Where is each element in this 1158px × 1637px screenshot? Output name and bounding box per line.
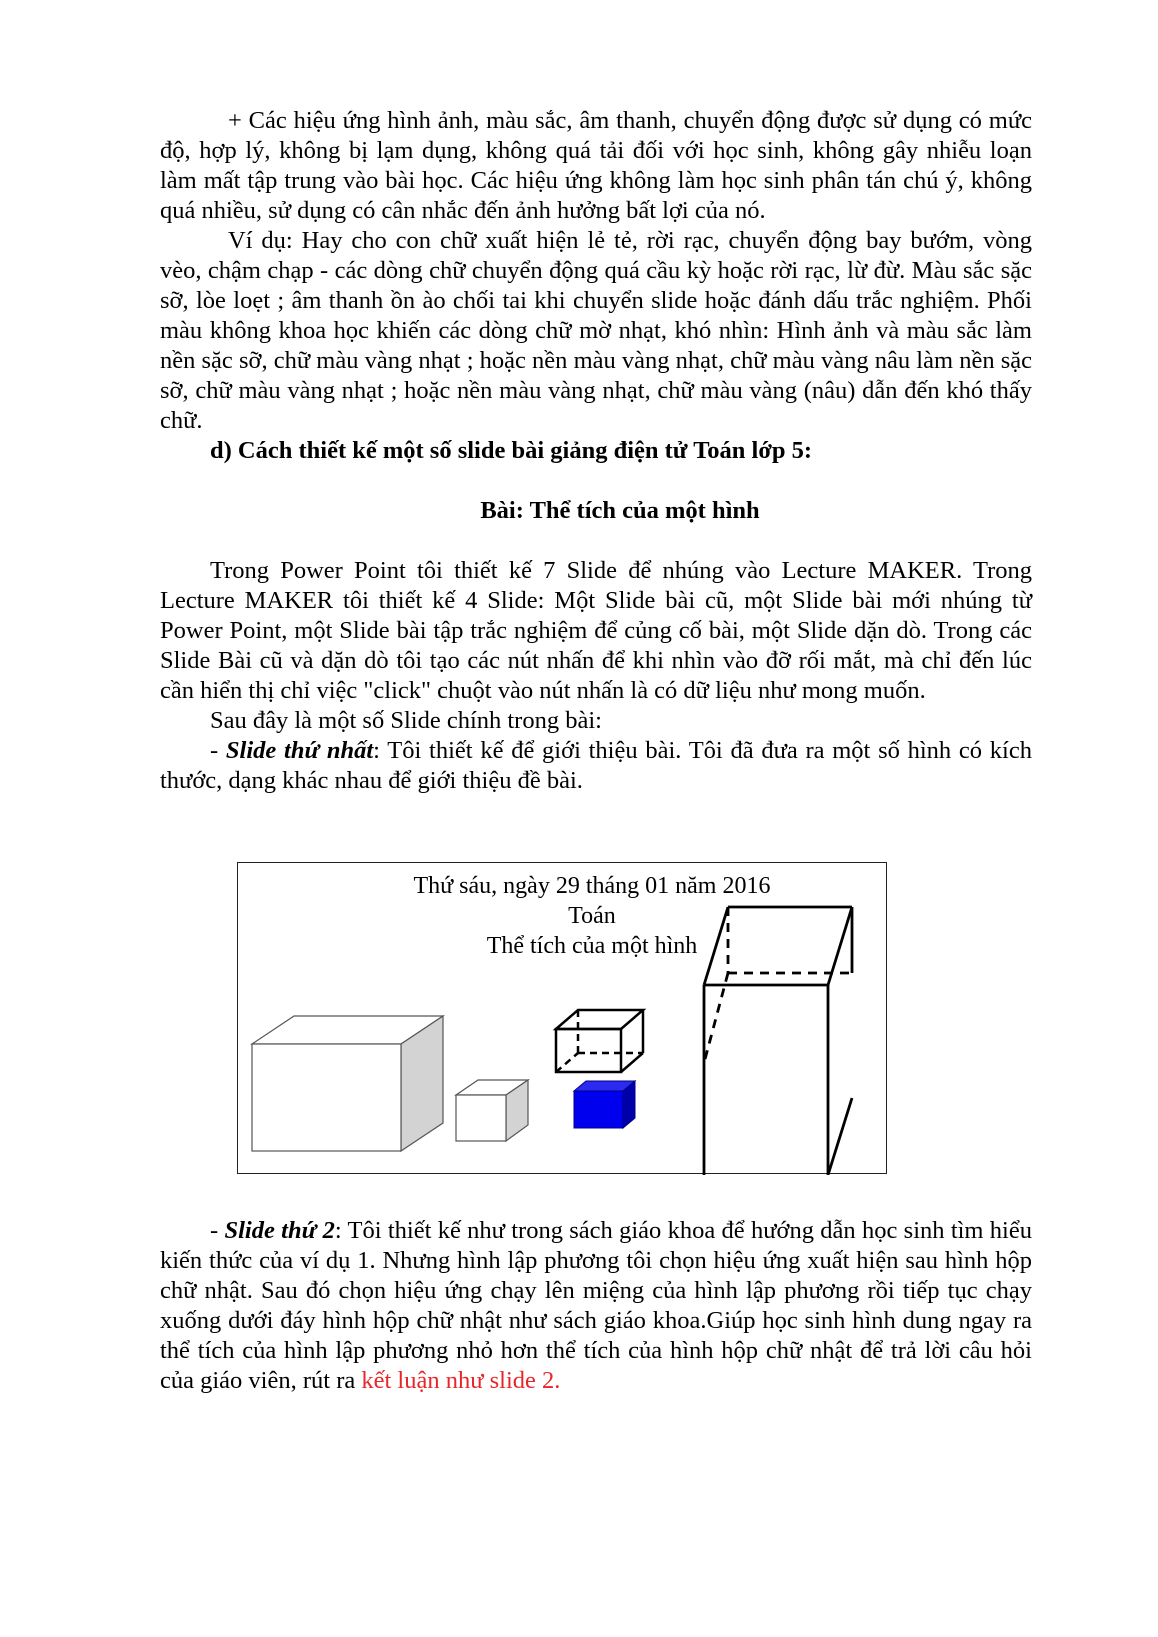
slide-date-line: Thứ sáu, ngày 29 tháng 01 năm 2016 <box>413 873 771 899</box>
lesson-title-text: Bài: Thể tích của một hình <box>480 497 760 524</box>
paragraph-slide-1 <box>160 736 1032 796</box>
slide-2-label: Slide thứ 2 <box>224 1217 335 1244</box>
paragraph-example: Ví dụ: Hay cho con chữ xuất hiện lẻ tẻ, rời rạc, chuyển động bay bướm, vòng vèo, chậm chạp - các dòng chữ chuyển động quá cầu kỳ hoặc rời rạc, lừ đừ. Màu sắc sặc sỡ, lòe loẹt ; âm thanh ồn ào chối tai khi chuyển slide hoặc đánh dấu trắc nghiệm. Phối màu không khoa học khiến các dòng chữ mờ nhạt, khó nhìn: Hình ảnh và màu sắc làm nền sặc sỡ, chữ màu vàng nhạt ; hoặc nền màu vàng nhạt, chữ màu vàng nâu làm nền sặc sỡ, chữ màu vàng nhạt ; hoặc nền màu vàng nhạt, chữ màu vàng (nâu) dẫn đến khó thấy chữ. <box>160 227 1032 434</box>
slide-title: Thể tích của một hình <box>486 933 698 959</box>
document-body <box>160 106 1032 796</box>
dash-prefix: - <box>210 737 226 764</box>
edge <box>704 907 728 985</box>
paragraph-effects-guideline: + Các hiệu ứng hình ảnh, màu sắc, âm thanh, chuyển động được sử dụng có mức độ, hợp lý, không bị lạm dụng, không quá tải đối với học sinh, không gây nhiễu loạn làm mất tập trung vào bài học. Các hiệu ứng không làm học sinh phân tán chú ý, không quá nhiều, sử dụng có cân nhắc đến ảnh hưởng bất lợi của nó. <box>160 107 1032 224</box>
section-heading: d) Cách thiết kế một số slide bài giảng điện tử Toán lớp 5: <box>210 437 813 464</box>
large-box-shape <box>252 1016 443 1151</box>
shapes-canvas <box>238 863 888 1175</box>
lesson-title <box>160 496 1032 526</box>
slide-1-figure <box>237 862 887 1174</box>
hidden-edge <box>704 973 728 1063</box>
slide-1-description: : Tôi thiết kế để giới thiệu bài. Tôi đã đưa ra một số hình có kích thước, dạng khác nhau để giới thiệu đề bài. <box>160 737 1032 794</box>
slide-subject: Toán <box>568 903 616 929</box>
slide-1-label: Slide thứ nhất <box>225 737 374 764</box>
edge <box>828 1098 852 1175</box>
paragraph-slide-2 <box>160 1216 1032 1396</box>
slide-2-text <box>160 1216 1032 1396</box>
slide-2-conclusion-highlight: kết luận như slide 2. <box>361 1367 561 1394</box>
dash-prefix: - <box>210 1217 225 1244</box>
small-box-shape <box>456 1080 528 1141</box>
parallelepiped-shape <box>704 907 852 1175</box>
slide-2-description: : Tôi thiết kế như trong sách giáo khoa để hướng dẫn học sinh tìm hiểu kiến thức của ví dụ 1. Nhưng hình lập phương tôi chọn hiệu ứng xuất hiện sau hình hộp chữ nhật. Sau đó chọn hiệu ứng chạy lên miệng của hình lập phương rồi tiếp tục chạy xuống dưới đáy hình hộp chữ nhật như sách giáo khoa.Giúp học sinh hình dung ngay ra thể tích của hình lập phương nhỏ hơn thể tích của hình hộp chữ nhật để trả lời câu hỏi của giáo viên, rút ra <box>160 1217 1032 1394</box>
blue-cube-shape <box>574 1081 635 1128</box>
paragraph-design-overview: Trong Power Point tôi thiết kế 7 Slide để nhúng vào Lecture MAKER. Trong Lecture MAKER tôi thiết kế 4 Slide: Một Slide bài cũ, một Slide bài mới nhúng từ Power Point, một Slide bài tập trắc nghiệm để củng cố bài, một Slide dặn dò. Trong các Slide Bài cũ và dặn dò tôi tạo các nút nhấn để khi nhìn vào đỡ rối mắt, mà chỉ đến lúc cần hiển thị chỉ việc "click" chuột vào nút nhấn là có dữ liệu như mong muốn. <box>160 557 1032 704</box>
wireframe-box-shape <box>556 1010 643 1072</box>
paragraph-main-slides-intro: Sau đây là một số Slide chính trong bài: <box>210 707 602 734</box>
